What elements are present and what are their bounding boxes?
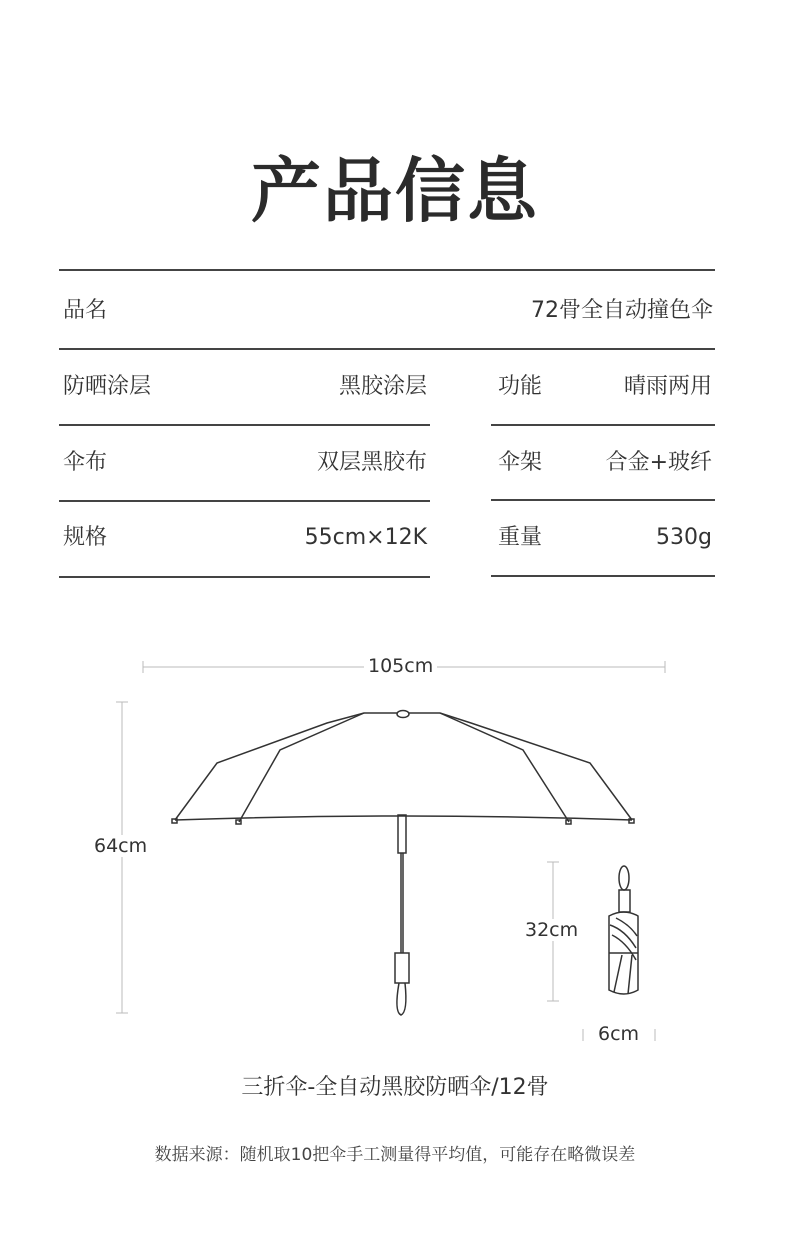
dimension-height-open: 64cm (90, 835, 151, 857)
spec-value-name: 72骨全自动撞色伞 (531, 298, 713, 323)
spec-label: 伞布 (63, 450, 108, 475)
folded-umbrella-icon (609, 866, 638, 994)
spec-value: 55cm×12K (304, 525, 427, 550)
spec-value: 双层黑胶布 (316, 450, 427, 475)
product-caption: 三折伞-全自动黑胶防晒伞/12骨 (241, 1075, 549, 1100)
spec-label: 防晒涂层 (63, 374, 152, 399)
spec-value: 晴雨两用 (623, 374, 712, 399)
open-umbrella-icon (172, 711, 634, 1016)
spec-label: 伞架 (498, 450, 543, 475)
dimension-lines (116, 661, 665, 1041)
dimension-width-folded: 6cm (594, 1023, 643, 1045)
dimension-width-open: 105cm (364, 655, 437, 677)
spec-value: 530g (656, 525, 712, 550)
spec-label: 重量 (498, 525, 543, 550)
spec-label: 功能 (498, 374, 543, 399)
spec-label: 规格 (63, 525, 108, 550)
measurement-note: 数据来源：随机取10把伞手工测量得平均值，可能存在略微误差 (154, 1145, 636, 1165)
spec-value: 合金+玻纤 (605, 450, 712, 475)
spec-label-name: 品名 (63, 298, 108, 323)
dimension-length-folded: 32cm (521, 919, 582, 941)
page-title: 产品信息 (251, 150, 539, 232)
spec-value: 黑胶涂层 (338, 374, 427, 399)
